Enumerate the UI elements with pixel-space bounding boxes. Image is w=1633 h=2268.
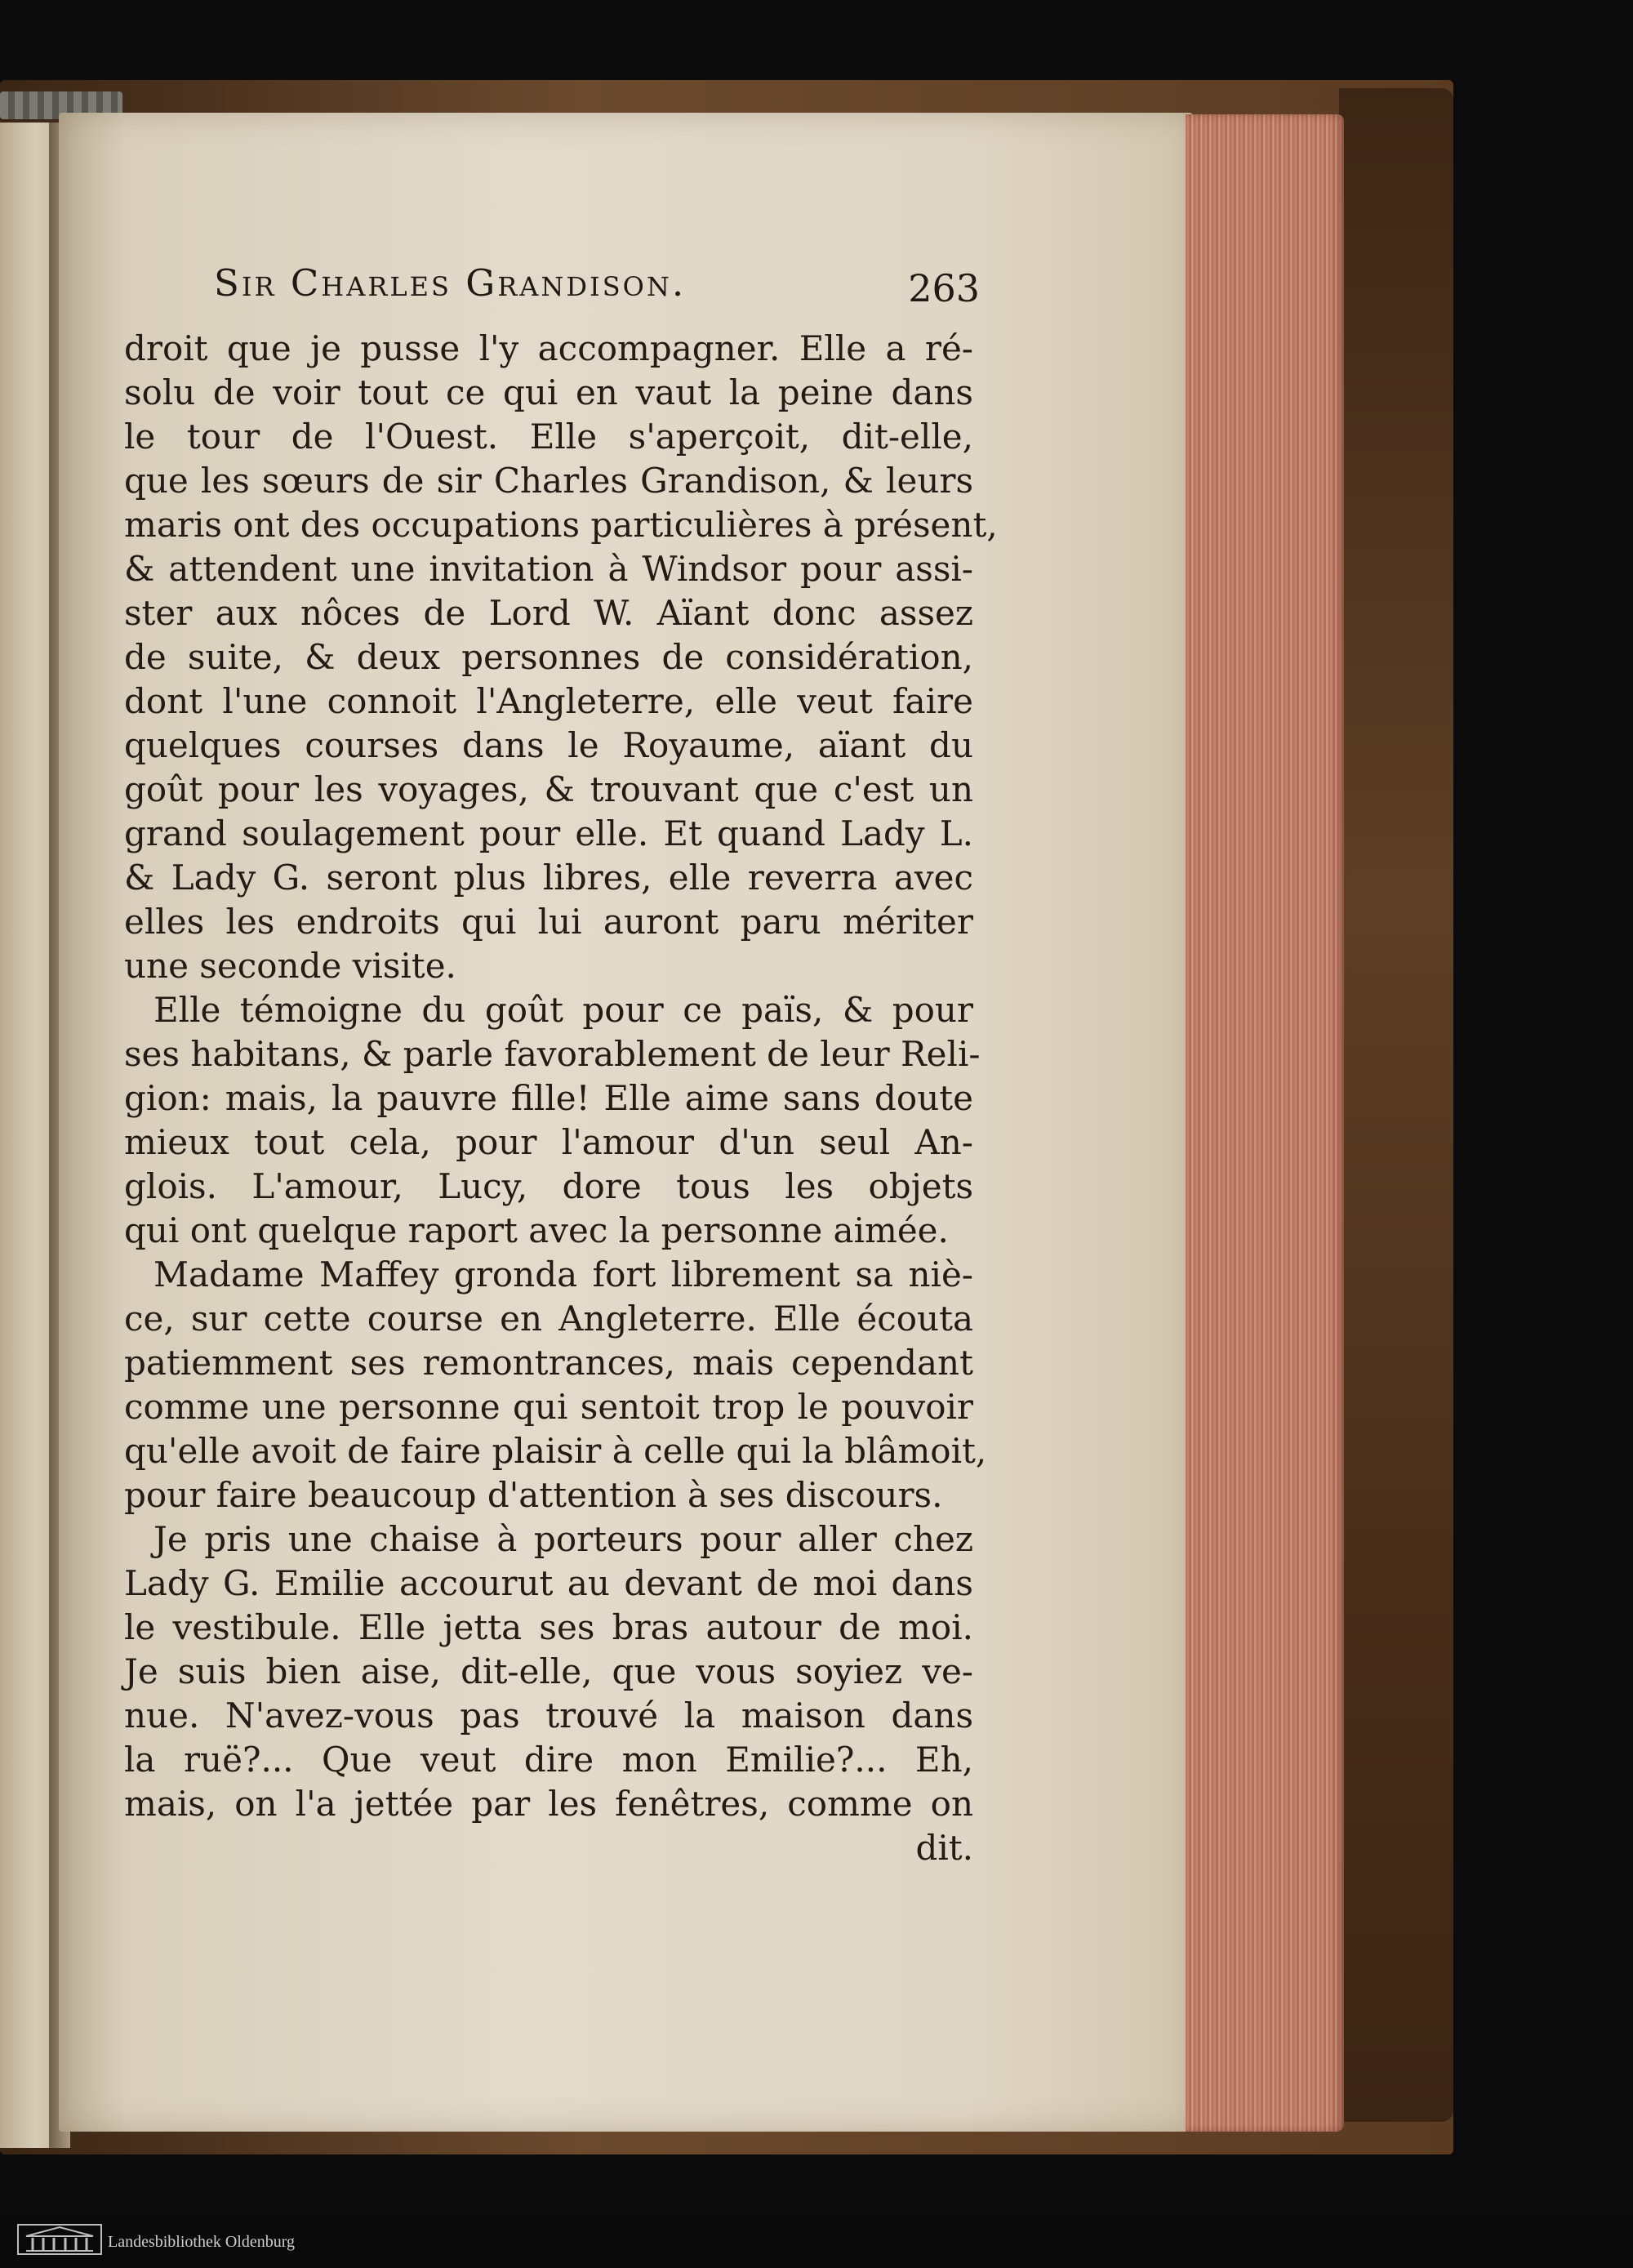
body-text	[124, 327, 998, 1870]
library-name: Landesbibliothek Oldenburg	[108, 2233, 296, 2251]
text-line: maris ont des occupations particulières à présent,	[124, 505, 998, 545]
text-line: patiemment ses remontrances, mais cependant	[124, 1343, 973, 1383]
text-line: solu de voir tout ce qui en vaut la peine dans	[124, 372, 973, 412]
text-line: & attendent une invitation à Windsor pour assi-	[124, 549, 973, 589]
top-background	[0, 0, 1633, 82]
text-line: que les sœurs de sir Charles Grandison, & leurs	[124, 461, 973, 501]
text-line: la ruë?... Que veut dire mon Emilie?... Eh,	[124, 1740, 973, 1780]
text-line: une seconde visite.	[124, 946, 456, 986]
page-fore-edge	[1186, 114, 1344, 2132]
text-line: mais, on l'a jettée par les fenêtres, comme on	[124, 1784, 973, 1824]
text-line: grand soulagement pour elle. Et quand Lady L.	[124, 813, 973, 853]
text-line: Lady G. Emilie accourut au devant de moi dans	[124, 1563, 973, 1603]
library-building-icon	[16, 2223, 103, 2256]
text-line: Je pris une chaise à porteurs pour aller chez	[154, 1519, 973, 1559]
text-line: ses habitans, & parle favorablement de leur Reli-	[124, 1034, 981, 1074]
text-line: le vestibule. Elle jetta ses bras autour de moi.	[124, 1607, 973, 1647]
text-line: de suite, & deux personnes de considération,	[124, 637, 973, 677]
text-line: mieux tout cela, pour l'amour d'un seul An-	[124, 1122, 973, 1162]
text-line: ster aux nôces de Lord W. Aïant donc assez	[124, 593, 973, 633]
text-line: pour faire beaucoup d'attention à ses discours.	[124, 1475, 943, 1515]
text-line: qu'elle avoit de faire plaisir à celle qui la blâmoit,	[124, 1431, 987, 1471]
running-head: Sir Charles Grandison.	[214, 261, 687, 305]
book-cover-edge	[1339, 88, 1453, 2122]
text-line: ce, sur cette course en Angleterre. Elle écouta	[124, 1299, 973, 1339]
text-line: droit que je pusse l'y accompagner. Elle a ré-	[124, 328, 973, 368]
text-line: glois. L'amour, Lucy, dore tous les objets	[124, 1166, 973, 1206]
text-line: qui ont quelque raport avec la personne aimée.	[124, 1210, 949, 1250]
text-line: goût pour les voyages, & trouvant que c'est un	[124, 769, 973, 809]
text-line: comme une personne qui sentoit trop le pouvoir	[124, 1387, 973, 1427]
text-line: le tour de l'Ouest. Elle s'aperçoit, dit-elle,	[124, 417, 973, 457]
text-line: nue. N'avez-vous pas trouvé la maison dans	[124, 1695, 973, 1736]
text-line: Je suis bien aise, dit-elle, que vous soyiez ve-	[124, 1651, 973, 1691]
text-line: gion: mais, la pauvre fille! Elle aime sans doute	[124, 1078, 973, 1118]
text-line: & Lady G. seront plus libres, elle reverra avec	[124, 858, 973, 898]
text-line: dit.	[915, 1828, 973, 1868]
text-line: Elle témoigne du goût pour ce païs, & pour	[154, 990, 973, 1030]
text-line: elles les endroits qui lui auront paru mériter	[124, 902, 973, 942]
text-line: dont l'une connoit l'Angleterre, elle veut faire	[124, 681, 973, 721]
text-line: Madame Maffey gronda fort librement sa niè-	[154, 1254, 973, 1294]
page-number: 263	[908, 266, 980, 310]
text-line: quelques courses dans le Royaume, aïant du	[124, 725, 973, 765]
